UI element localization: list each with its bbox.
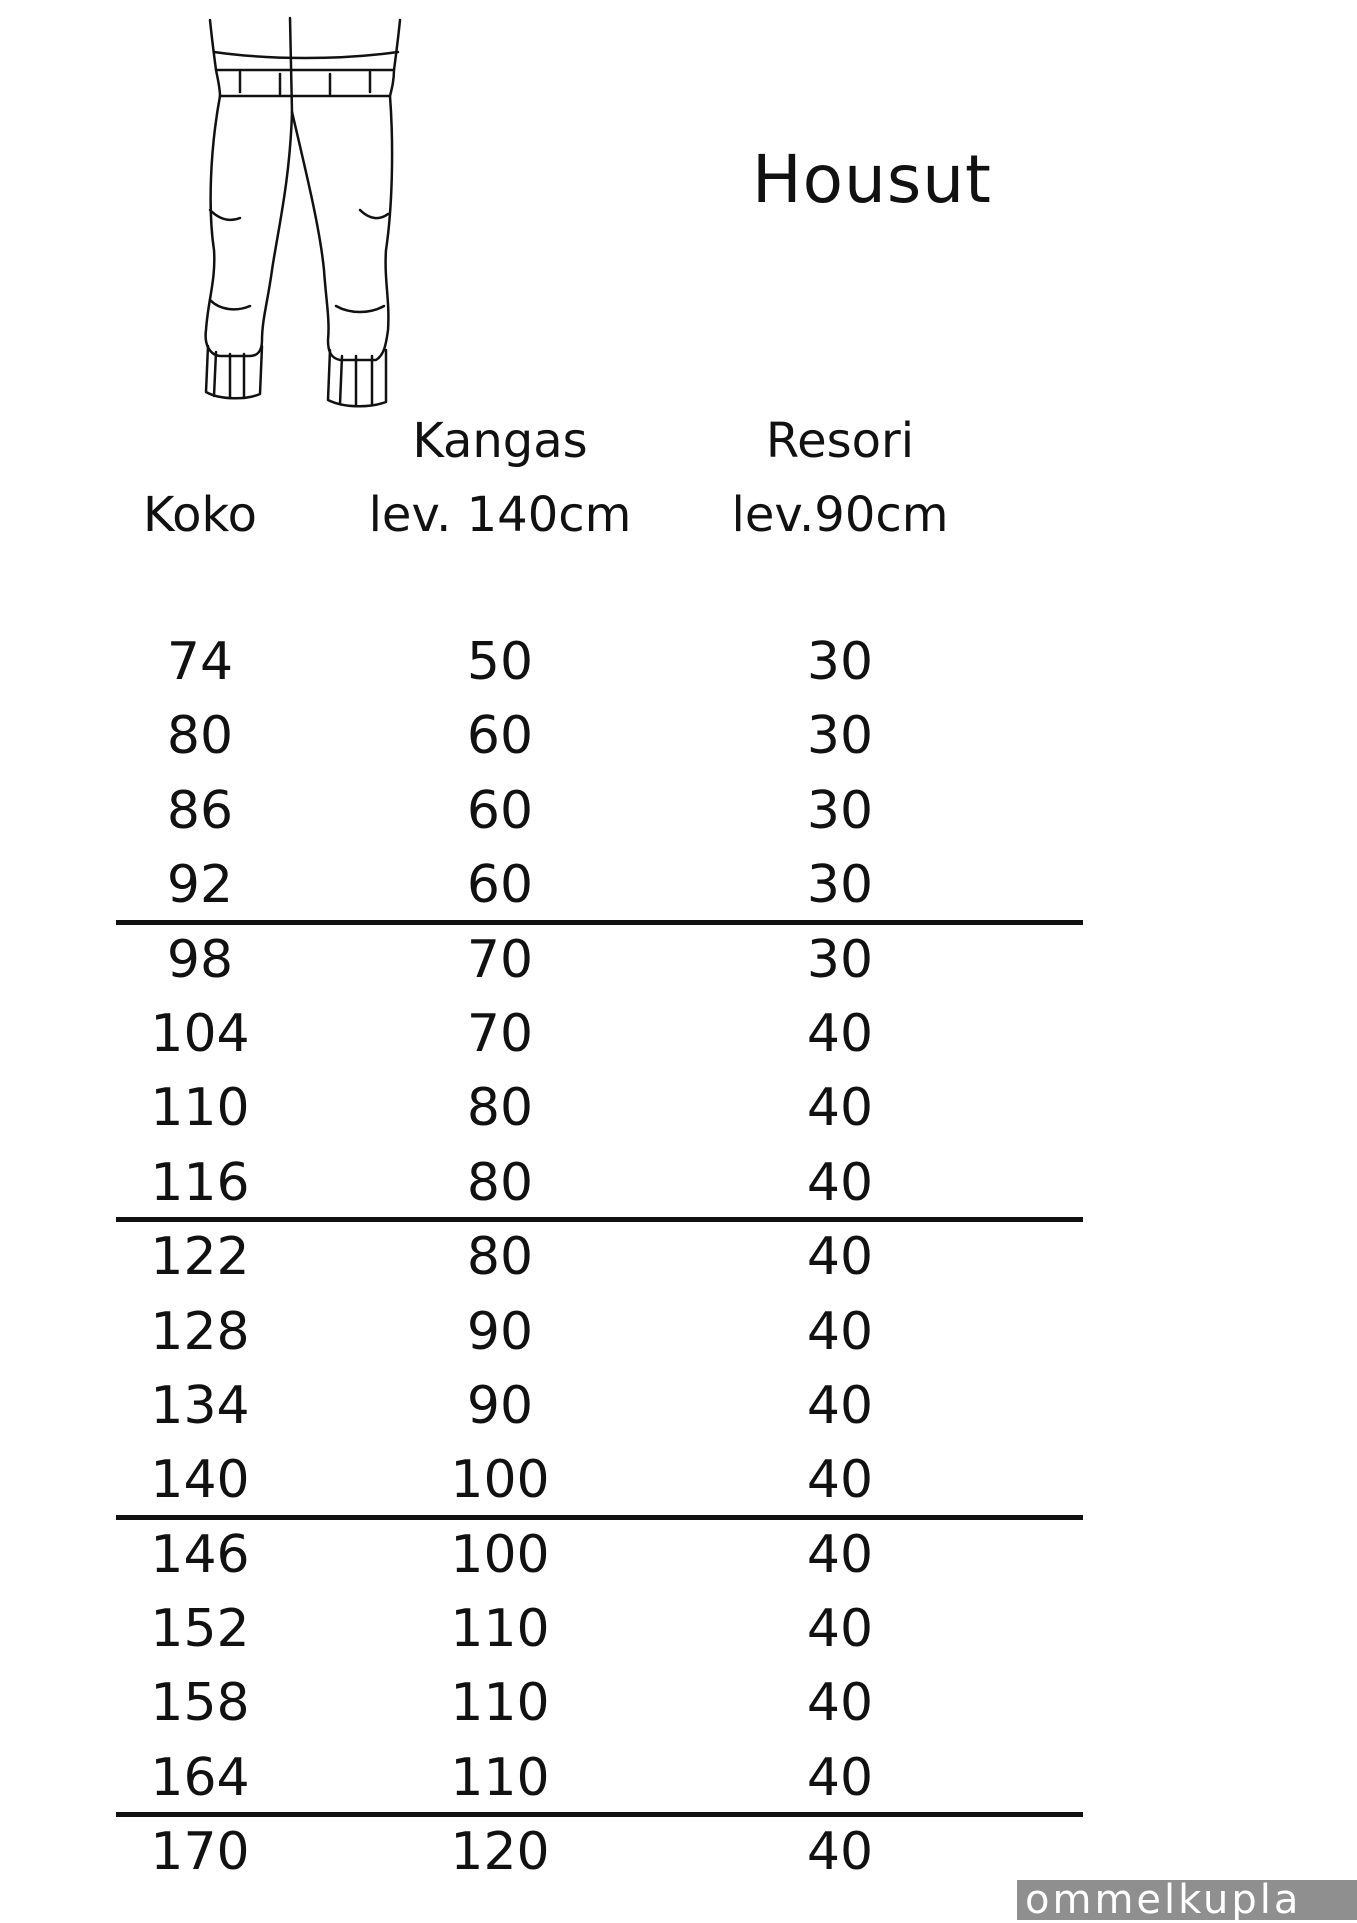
table-row xyxy=(0,1592,1357,1666)
rib-cell: 40 xyxy=(806,1450,874,1511)
header-fabric-label: Kangas xyxy=(412,413,588,469)
size-cell: 92 xyxy=(166,855,234,916)
table-row xyxy=(0,699,1357,773)
page-title: Housut xyxy=(752,141,992,218)
size-cell: 146 xyxy=(150,1524,250,1585)
fabric-cell: 60 xyxy=(466,855,534,916)
rib-cell: 40 xyxy=(806,1599,874,1660)
rib-cell: 40 xyxy=(806,1003,874,1064)
rib-cell: 40 xyxy=(806,1227,874,1288)
table-row xyxy=(0,1443,1357,1517)
rib-cell: 30 xyxy=(806,632,874,692)
fabric-cell: 90 xyxy=(466,1301,534,1362)
header-rib-width: lev.90cm xyxy=(731,487,949,543)
fabric-cell: 70 xyxy=(466,1003,534,1064)
rib-cell: 40 xyxy=(806,1747,874,1808)
rib-cell: 30 xyxy=(806,929,874,990)
table-row xyxy=(0,1220,1357,1294)
table-row xyxy=(0,1295,1357,1369)
size-cell: 164 xyxy=(150,1747,250,1808)
table-row xyxy=(0,848,1357,922)
brand-watermark: ommelkupla xyxy=(1017,1880,1357,1920)
size-cell: 140 xyxy=(150,1450,250,1511)
table-row xyxy=(0,1071,1357,1145)
rib-cell: 40 xyxy=(806,1673,874,1734)
header-fabric-width: lev. 140cm xyxy=(368,487,632,543)
size-cell: 86 xyxy=(166,780,234,841)
size-cell: 80 xyxy=(166,706,234,767)
table-row xyxy=(0,1369,1357,1443)
fabric-cell: 60 xyxy=(466,706,534,767)
fabric-cell: 100 xyxy=(450,1524,550,1585)
table-row xyxy=(0,625,1357,699)
table-row xyxy=(0,1518,1357,1592)
fabric-cell: 110 xyxy=(450,1599,550,1660)
fabric-cell: 80 xyxy=(466,1078,534,1139)
fabric-cell: 80 xyxy=(466,1227,534,1288)
rib-cell: 30 xyxy=(806,855,874,916)
size-cell: 122 xyxy=(150,1227,250,1288)
size-cell: 104 xyxy=(150,1003,250,1064)
table-row xyxy=(0,774,1357,848)
fabric-cell: 120 xyxy=(450,1822,550,1883)
table-row xyxy=(0,1146,1357,1220)
rib-cell: 40 xyxy=(806,1524,874,1585)
pants-illustration xyxy=(180,0,420,410)
header-rib-label: Resori xyxy=(765,413,915,469)
fabric-cell: 60 xyxy=(466,780,534,841)
rib-cell: 40 xyxy=(806,1375,874,1436)
fabric-cell: 70 xyxy=(466,929,534,990)
rib-cell: 40 xyxy=(806,1078,874,1139)
size-cell: 134 xyxy=(150,1375,250,1436)
fabric-cell: 110 xyxy=(450,1673,550,1734)
size-cell: 158 xyxy=(150,1673,250,1734)
size-cell: 110 xyxy=(150,1078,250,1139)
size-cell: 152 xyxy=(150,1599,250,1660)
table-row xyxy=(0,1741,1357,1815)
header-size-label: Koko xyxy=(143,487,257,543)
rib-cell: 30 xyxy=(806,780,874,841)
table-row xyxy=(0,1666,1357,1740)
size-cell: 74 xyxy=(166,632,234,692)
fabric-cell: 80 xyxy=(466,1152,534,1213)
rib-cell: 40 xyxy=(806,1822,874,1883)
fabric-cell: 110 xyxy=(450,1747,550,1808)
rib-cell: 40 xyxy=(806,1152,874,1213)
table-row xyxy=(0,997,1357,1071)
rib-cell: 30 xyxy=(806,706,874,767)
size-cell: 170 xyxy=(150,1822,250,1883)
size-cell: 98 xyxy=(166,929,234,990)
size-cell: 128 xyxy=(150,1301,250,1362)
size-cell: 116 xyxy=(150,1152,250,1213)
fabric-cell: 100 xyxy=(450,1450,550,1511)
fabric-cell: 50 xyxy=(466,632,534,692)
rib-cell: 40 xyxy=(806,1301,874,1362)
size-table xyxy=(0,625,1357,1890)
fabric-cell: 90 xyxy=(466,1375,534,1436)
table-row xyxy=(0,923,1357,997)
